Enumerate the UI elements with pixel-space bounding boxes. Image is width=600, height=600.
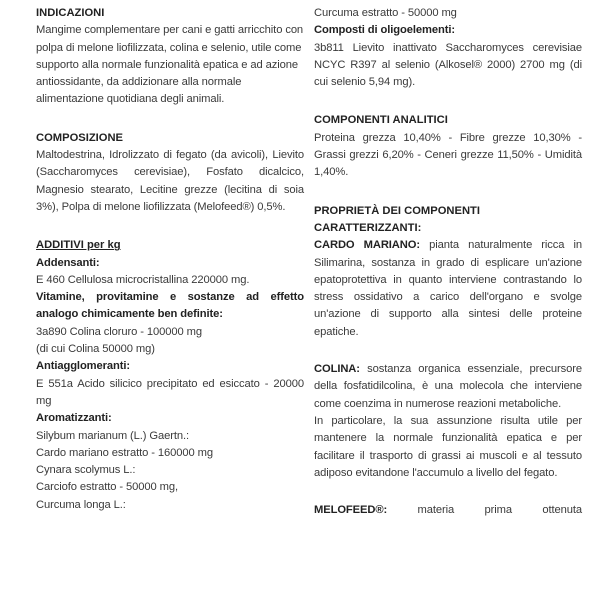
melofeed-label: MELOFEED®: [314, 504, 388, 517]
proprieta-heading: PROPRIETÀ DEI COMPONENTI CARATTERIZZANTI: [314, 204, 480, 234]
colina-text-2: In particolare, la sua assunzione risulta utile per mantenere la normale funzionalità epatica e per facilitare il trasporto di grassi ai muscoli e al tessuto adiposo evitandone l'accumulo a livello del fegato. [314, 414, 582, 479]
aromatizzanti-line: Cardo mariano estratto - 160000 mg [36, 446, 213, 459]
aromatizzanti-line: Cynara scolymus L.: [36, 464, 136, 477]
addensanti-text: E 460 Cellulosa microcristallina 220000 mg. [36, 273, 250, 286]
right-column [314, 0, 582, 519]
addensanti-label: Addensanti: [36, 256, 100, 269]
additivi-heading: ADDITIVI per kg [36, 239, 121, 252]
curcuma-line: Curcuma estratto - 50000 mg [314, 7, 457, 19]
composizione-text: Maltodestrina, Idrolizzato di fegato (da avicoli), Lievito (Saccharomyces cerevisiae), Fosfato dicalcico, Magnesio stearato, Lecitine grezze (lecitina di soia 3%), Polpa di melone liofilizzata (Melofeed®) 0,5%. [36, 149, 304, 213]
antiagglomeranti-text: E 551a Acido silicico precipitato ed esiccato - 20000 mg [36, 377, 304, 407]
cardo-mariano-paragraph [314, 237, 582, 341]
melofeed-text: materia prima ottenuta [417, 504, 582, 517]
vitamine-label: Vitamine, provitamine e sostanze ad effetto analogo chimicamente ben definite: [36, 291, 304, 321]
indicazioni-text: Mangime complementare per cani e gatti arricchito con polpa di melone liofilizzata, colina e selenio, utile come supporto alla normale funzionalità epatica e ad azione antiossidante, da addizionare alla normale alimentazione quotidiana degli animali. [36, 24, 304, 106]
vitamine-line-1: 3a890 Colina cloruro - 100000 mg [36, 325, 202, 338]
antiagglomeranti-label: Antiagglomeranti: [36, 360, 131, 373]
melofeed-paragraph [314, 502, 582, 519]
aromatizzanti-line: Silybum marianum (L.) Gaertn.: [36, 429, 190, 442]
colina-paragraph [314, 361, 582, 413]
vitamine-line-2: (di cui Colina 50000 mg) [36, 343, 155, 356]
componenti-analitici-text: Proteina grezza 10,40% - Fibre grezze 10,30% - Grassi grezzi 6,20% - Ceneri grezze 11,50% - Umidità 1,40%. [314, 131, 582, 179]
oligoelementi-text: 3b811 Lievito inattivato Saccharomyces cerevisiae NCYC R397 al selenio (Alkosel® 2000) 2700 mg (di cui selenio 5,94 mg). [314, 41, 582, 89]
oligoelementi-label: Composti di oligoelementi: [314, 24, 455, 37]
colina-text: sostanza organica essenziale, precursore della fosfatidilcolina, è una molecola che interviene come coenzima in numerose reazioni metaboliche. [314, 363, 583, 410]
left-column [36, 0, 304, 514]
indicazioni-heading: INDICAZIONI [36, 7, 105, 19]
aromatizzanti-line: Curcuma longa L.: [36, 498, 126, 511]
colina-label: COLINA: [314, 363, 360, 376]
aromatizzanti-line: Carciofo estratto - 50000 mg, [36, 481, 178, 494]
cardo-mariano-text: pianta naturalmente ricca in Silimarina, sostanza in grado di esplicare un'azione epatoprotettiva in quanto interviene contrastando lo stress ossidativo a carico dell'organo e svolge un'azione di supporto alla sintesi delle proteine epatiche. [314, 239, 583, 338]
componenti-analitici-heading: COMPONENTI ANALITICI [314, 114, 448, 127]
aromatizzanti-label: Aromatizzanti: [36, 412, 112, 425]
cardo-mariano-label: CARDO MARIANO: [314, 239, 420, 252]
composizione-heading: COMPOSIZIONE [36, 131, 124, 144]
